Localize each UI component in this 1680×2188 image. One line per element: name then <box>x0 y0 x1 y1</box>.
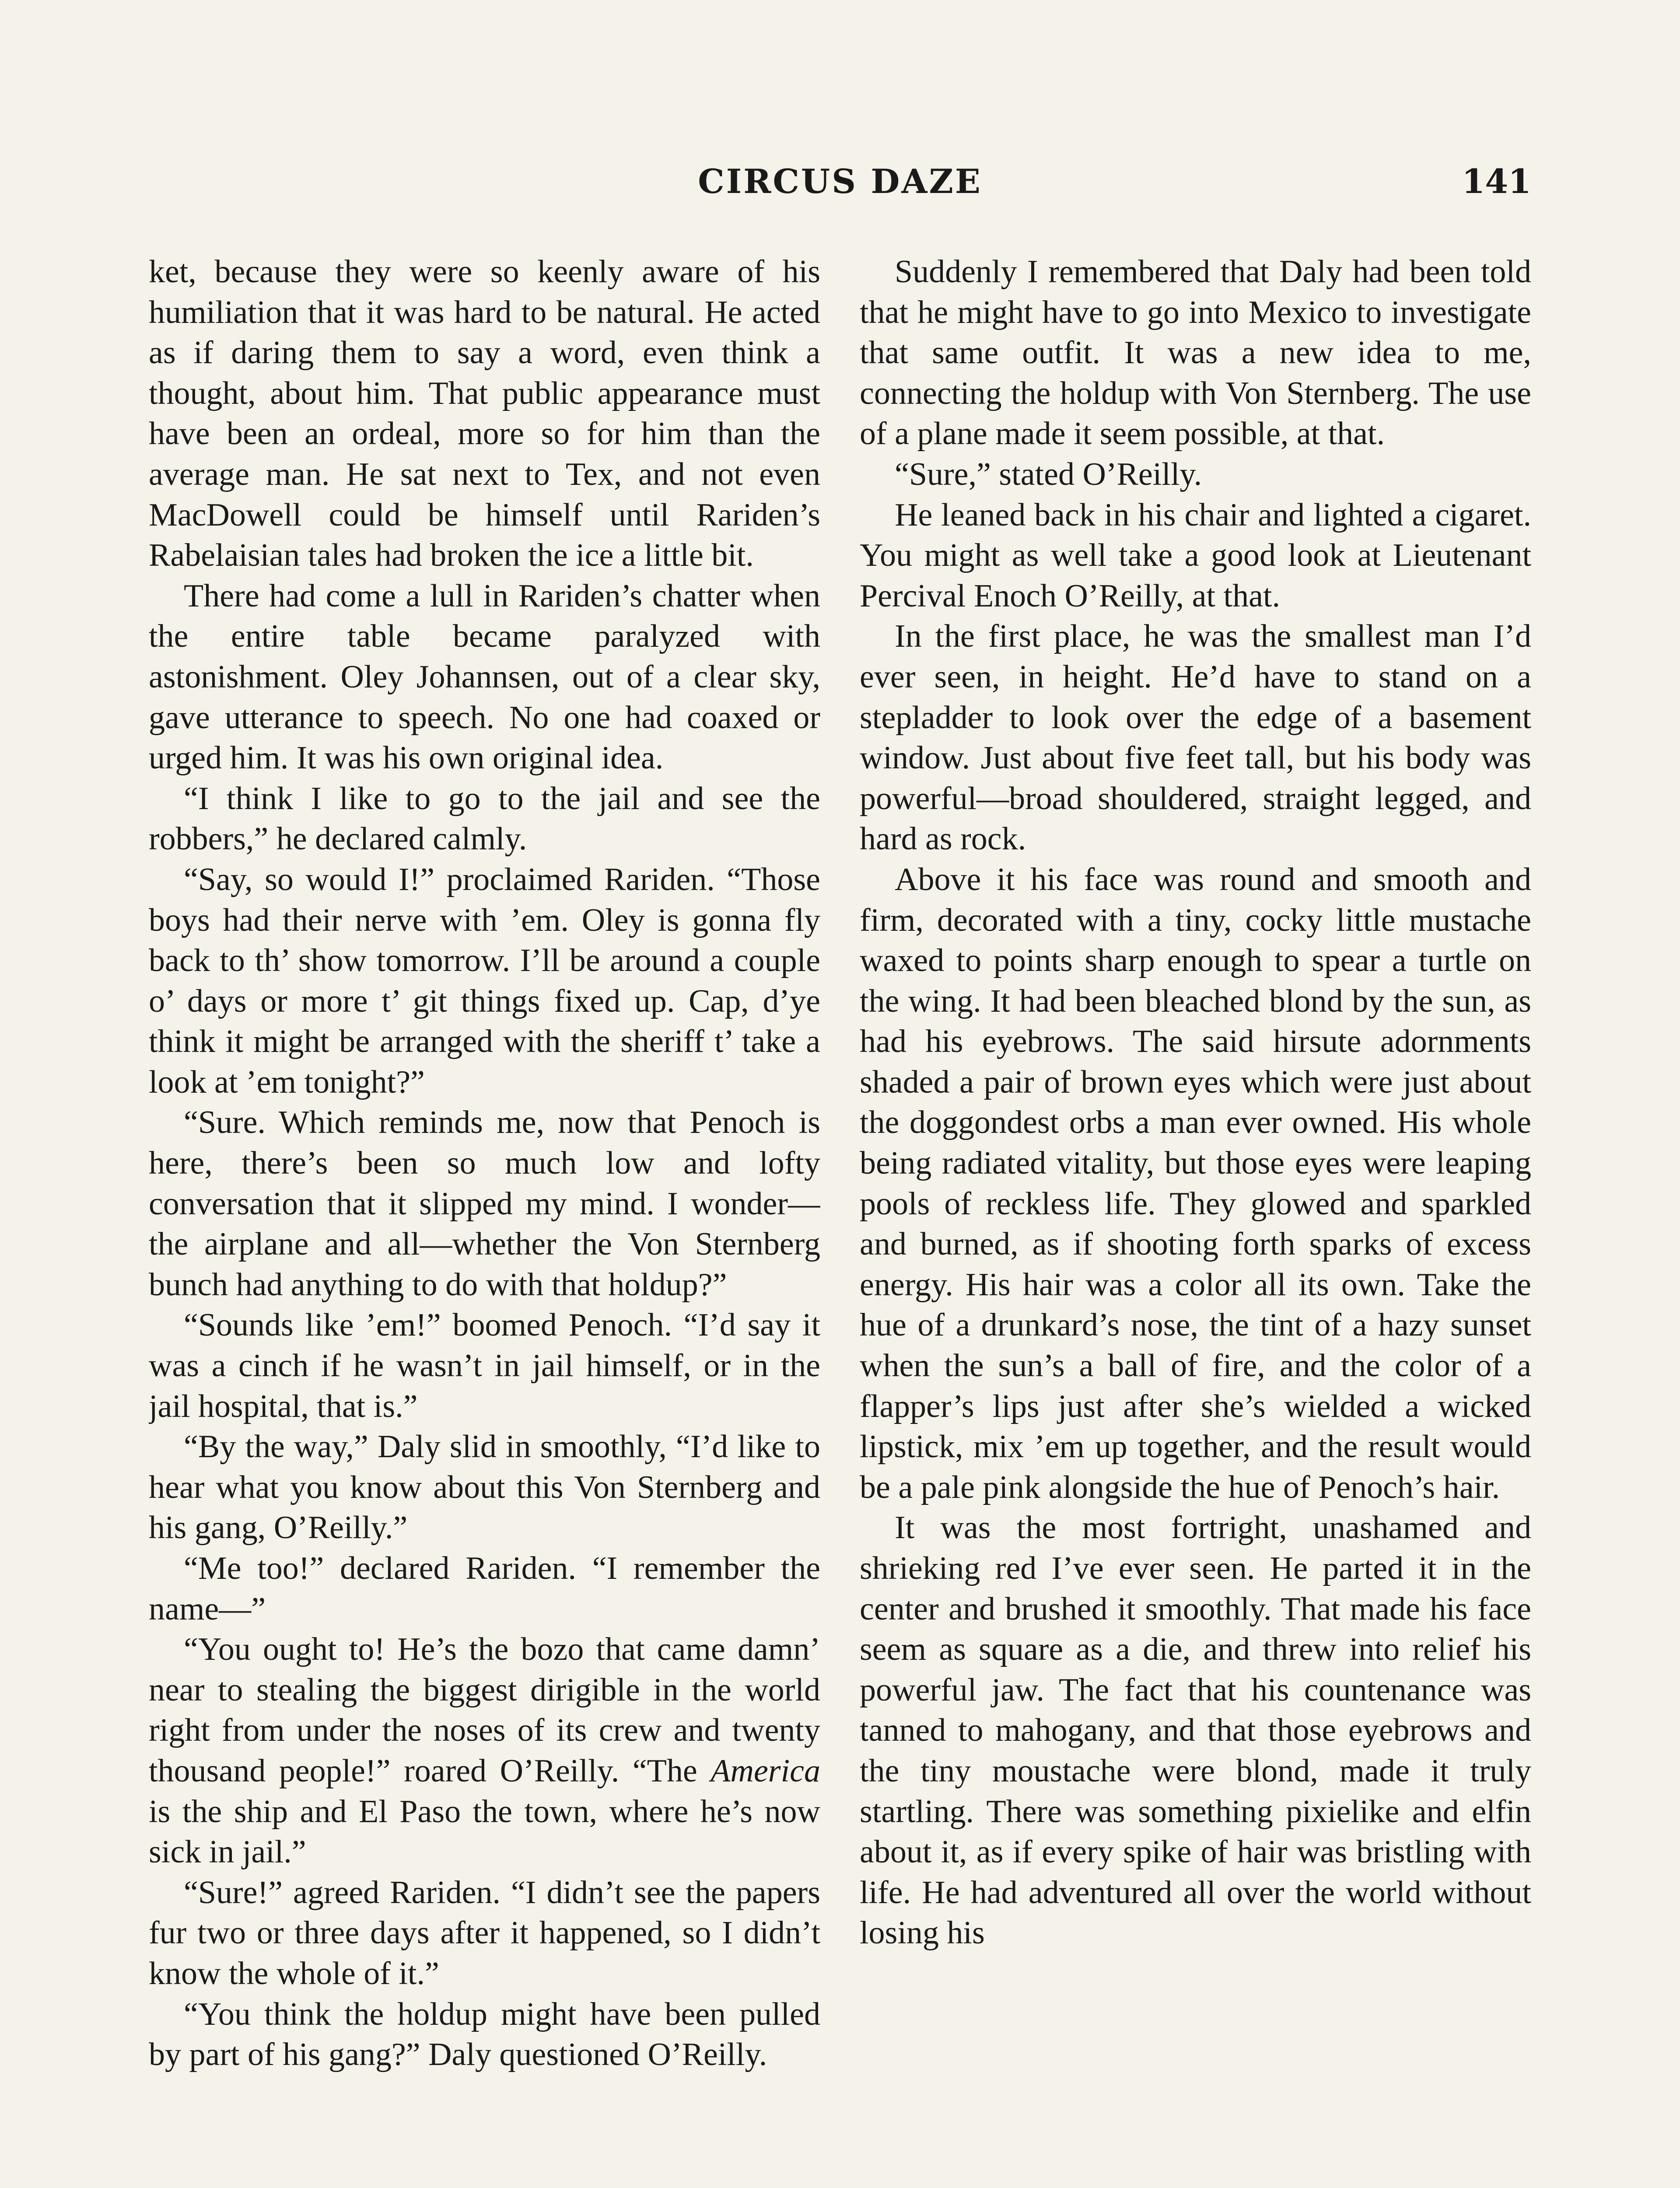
paragraph: “By the way,” Daly slid in smoothly, “I’d like to hear what you know about this Von Sternberg and his gang, O’Reilly.” <box>149 1429 820 1546</box>
paragraph: “Me too!” declared Rariden. “I remember the name—” <box>149 1550 820 1627</box>
paragraph: “You ought to! He’s the bozo that came damn’ near to stealing the biggest dirigible in the world right from under the noses of its crew and twenty thousand people!” roared O’Reilly. “The America is the ship and El Paso the town, where he’s now sick in jail.” <box>149 1631 820 1870</box>
running-head <box>149 162 1531 210</box>
paragraph: “Sounds like ’em!” boomed Penoch. “I’d say it was a cinch if he wasn’t in jail himself, or in the jail hospital, that is.” <box>149 1307 820 1424</box>
paragraph: “Sure!” agreed Rariden. “I didn’t see the papers fur two or three days after it happened, so I didn’t know the whole of it.” <box>149 1874 820 1992</box>
paragraph: “Sure,” stated O’Reilly. <box>895 456 1202 492</box>
running-head-title: CIRCUS DAZE <box>698 162 982 201</box>
paragraph: “Say, so would I!” proclaimed Rariden. “Those boys had their nerve with ’em. Oley is gonna fly back to th’ show tomorrow. I’ll be around a couple o’ days or more t’ git things fixed up. Cap, d’ye think it might be arranged with the sheriff t’ take a look at ’em tonight?” <box>149 861 820 1100</box>
paragraph: Suddenly I remembered that Daly had been told that he might have to go into Mexico to investigate that same outfit. It was a new idea to me, connecting the holdup with Von Sternberg. The use of a plane made it seem possible, at that. <box>860 254 1531 452</box>
paragraph: There had come a lull in Rariden’s chatter when the entire table became paralyzed with astonishment. Oley Johannsen, out of a clear sky, gave utterance to speech. No one had coaxed or urged him. It was his own original idea. <box>149 578 820 776</box>
left-column <box>149 252 820 2188</box>
paragraph: “You think the holdup might have been pulled by part of his gang?” Daly questioned O’Reilly. <box>149 1996 820 2073</box>
italic-word: America <box>710 1753 820 1789</box>
paragraph: It was the most fortright, unashamed and shrieking red I’ve ever seen. He parted it in the center and brushed it smoothly. That made his face seem as square as a die, and threw into relief his powerful jaw. The fact that his countenance was tanned to mahogany, and that those eyebrows and the tiny moustache were blond, made it truly startling. There was something pixielike and elfin about it, as if every spike of hair was bristling with life. He had adventured all over the world without losing his <box>860 1510 1531 1951</box>
right-column <box>860 252 1531 2188</box>
paragraph: ket, because they were so keenly aware of his humiliation that it was hard to be natural. He acted as if daring them to say a word, even think a thought, about him. That public appearance must have been an ordeal, more so for him than the average man. He sat next to Tex, and not even MacDowell could be himself until Rariden’s Rabelaisian tales had broken the ice a little bit. <box>149 254 820 574</box>
paragraph: He leaned back in his chair and lighted a cigaret. You might as well take a good look at Lieutenant Percival Enoch O’Reilly, at that. <box>860 497 1531 614</box>
paragraph: “Sure. Which reminds me, now that Penoch is here, there’s been so much low and lofty conversation that it slipped my mind. I wonder—the airplane and all—whether the Von Sternberg bunch had anything to do with that holdup?” <box>149 1105 820 1303</box>
paragraph: “I think I like to go to the jail and see the robbers,” he declared calmly. <box>149 780 820 857</box>
paragraph: In the first place, he was the smallest man I’d ever seen, in height. He’d have to stand on a stepladder to look over the edge of a basement window. Just about five feet tall, but his body was powerful—broad shouldered, straight legged, and hard as rock. <box>860 618 1531 857</box>
page-number: 141 <box>1462 162 1531 201</box>
paragraph: Above it his face was round and smooth and firm, decorated with a tiny, cocky little mustache waxed to points sharp enough to spear a turtle on the wing. It had been bleached blond by the sun, as had his eyebrows. The said hirsute adornments shaded a pair of brown eyes which were just about the doggondest orbs a man ever owned. His whole being radiated vitality, but those eyes were leaping pools of reckless life. They glowed and sparkled and burned, as if shooting forth sparks of excess energy. His hair was a color all its own. Take the hue of a drunkard’s nose, the tint of a hazy sunset when the sun’s a ball of fire, and the color of a flapper’s lips just after she’s wielded a wicked lipstick, mix ’em up together, and the result would be a pale pink alongside the hue of Penoch’s hair. <box>860 861 1531 1505</box>
